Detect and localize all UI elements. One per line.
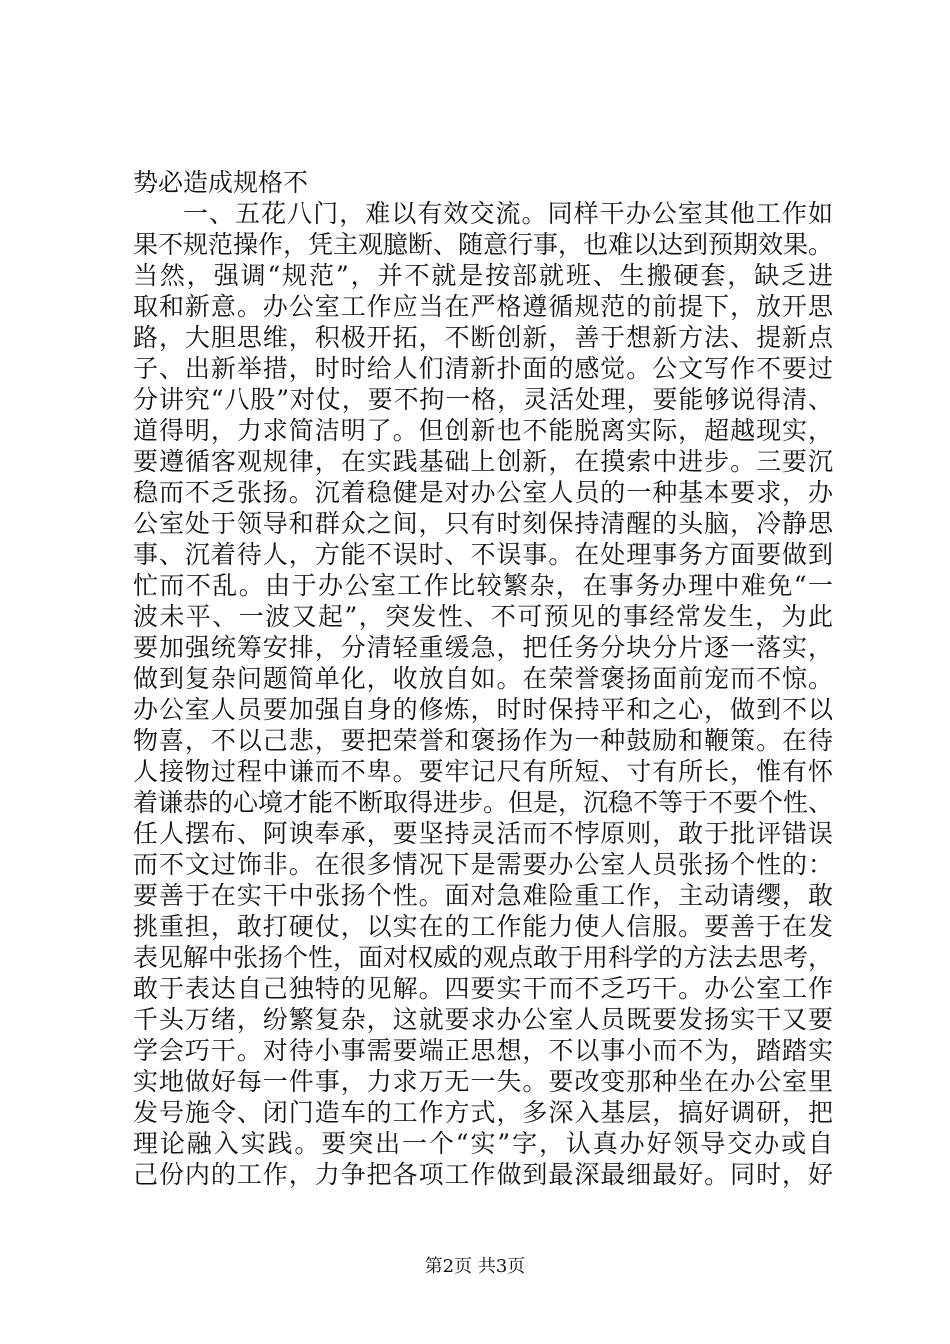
text-line: 挑重担，敢打硬仗，以实在的工作能力使人信服。要善于在发 — [133, 912, 833, 941]
text-line: 着谦恭的心境才能不断取得进步。但是，沉稳不等于不要个性、 — [133, 788, 834, 817]
text-line: 任人摆布、阿谀奉承，要坚持灵活而不悖原则，敢于批评错误 — [133, 819, 833, 848]
text-line: 公室处于领导和群众之间，只有时刻保持清醒的头脑，冷静思 — [133, 509, 833, 538]
text-line: 事、沉着待人，方能不误时、不误事。在处理事务方面要做到 — [133, 540, 833, 569]
text-line: 忙而不乱。由于办公室工作比较繁杂，在事务办理中难免“一 — [133, 571, 833, 600]
text-line: 当然，强调“规范”，并不就是按部就班、生搬硬套，缺乏进 — [133, 261, 833, 290]
text-line: 发号施令、闭门造车的工作方式，多深入基层，搞好调研，把 — [133, 1098, 833, 1127]
text-line: 要遵循客观规律，在实践基础上创新，在摸索中进步。三要沉 — [133, 447, 833, 476]
text-line: 千头万绪，纷繁复杂，这就要求办公室人员既要发扬实干又要 — [133, 1005, 833, 1034]
text-line: 而不文过饰非。在很多情况下是需要办公室人员张扬个性的： — [133, 850, 833, 879]
text-line: 理论融入实践。要突出一个“实”字，认真办好领导交办或自 — [133, 1129, 833, 1158]
text-line: 实地做好每一件事，力求万无一失。要改变那种坐在办公室里 — [133, 1067, 833, 1096]
text-line: 取和新意。办公室工作应当在严格遵循规范的前提下，放开思 — [133, 292, 833, 321]
text-line: 道得明，力求简洁明了。但创新也不能脱离实际，超越现实， — [133, 416, 833, 445]
text-line: 分讲究“八股”对仗，要不拘一格，灵活处理，要能够说得清、 — [133, 385, 833, 414]
text-line: 人接物过程中谦而不卑。要牢记尺有所短、寸有所长，惟有怀 — [133, 757, 833, 786]
text-line: 己份内的工作，力争把各项工作做到最深最细最好。同时，好 — [133, 1160, 833, 1189]
text-line: 要善于在实干中张扬个性。面对急难险重工作，主动请缨，敢 — [133, 881, 833, 910]
text-line: 要加强统筹安排，分清轻重缓急，把任务分块分片逐一落实， — [133, 633, 833, 662]
text-line: 做到复杂问题简单化，收放自如。在荣誉褒扬面前宠而不惊。 — [133, 664, 833, 693]
text-line: 果不规范操作，凭主观臆断、随意行事，也难以达到预期效果。 — [133, 230, 834, 259]
page-number-footer: 第2页 共3页 — [424, 1256, 526, 1277]
text-line: 表见解中张扬个性，面对权威的观点敢于用科学的方法去思考， — [133, 943, 834, 972]
text-line: 稳而不乏张扬。沉着稳健是对办公室人员的一种基本要求，办 — [133, 478, 833, 507]
text-line: 路，大胆思维，积极开拓，不断创新，善于想新方法、提新点 — [133, 323, 833, 352]
text-line: 势必造成规格不 — [133, 168, 309, 197]
text-line: 一、五花八门，难以有效交流。同样干办公室其他工作如 — [183, 199, 833, 228]
text-line: 学会巧干。对待小事需要端正思想，不以事小而不为，踏踏实 — [133, 1036, 833, 1065]
text-line: 敢于表达自己独特的见解。四要实干而不乏巧干。办公室工作 — [133, 974, 833, 1003]
document-body — [133, 167, 833, 1190]
text-line: 办公室人员要加强自身的修炼，时时保持平和之心，做到不以 — [133, 695, 833, 724]
text-line: 波未平、一波又起”，突发性、不可预见的事经常发生，为此 — [133, 602, 833, 631]
text-line: 子、出新举措，时时给人们清新扑面的感觉。公文写作不要过 — [133, 354, 833, 383]
text-line: 物喜，不以己悲，要把荣誉和褒扬作为一种鼓励和鞭策。在待 — [133, 726, 833, 755]
